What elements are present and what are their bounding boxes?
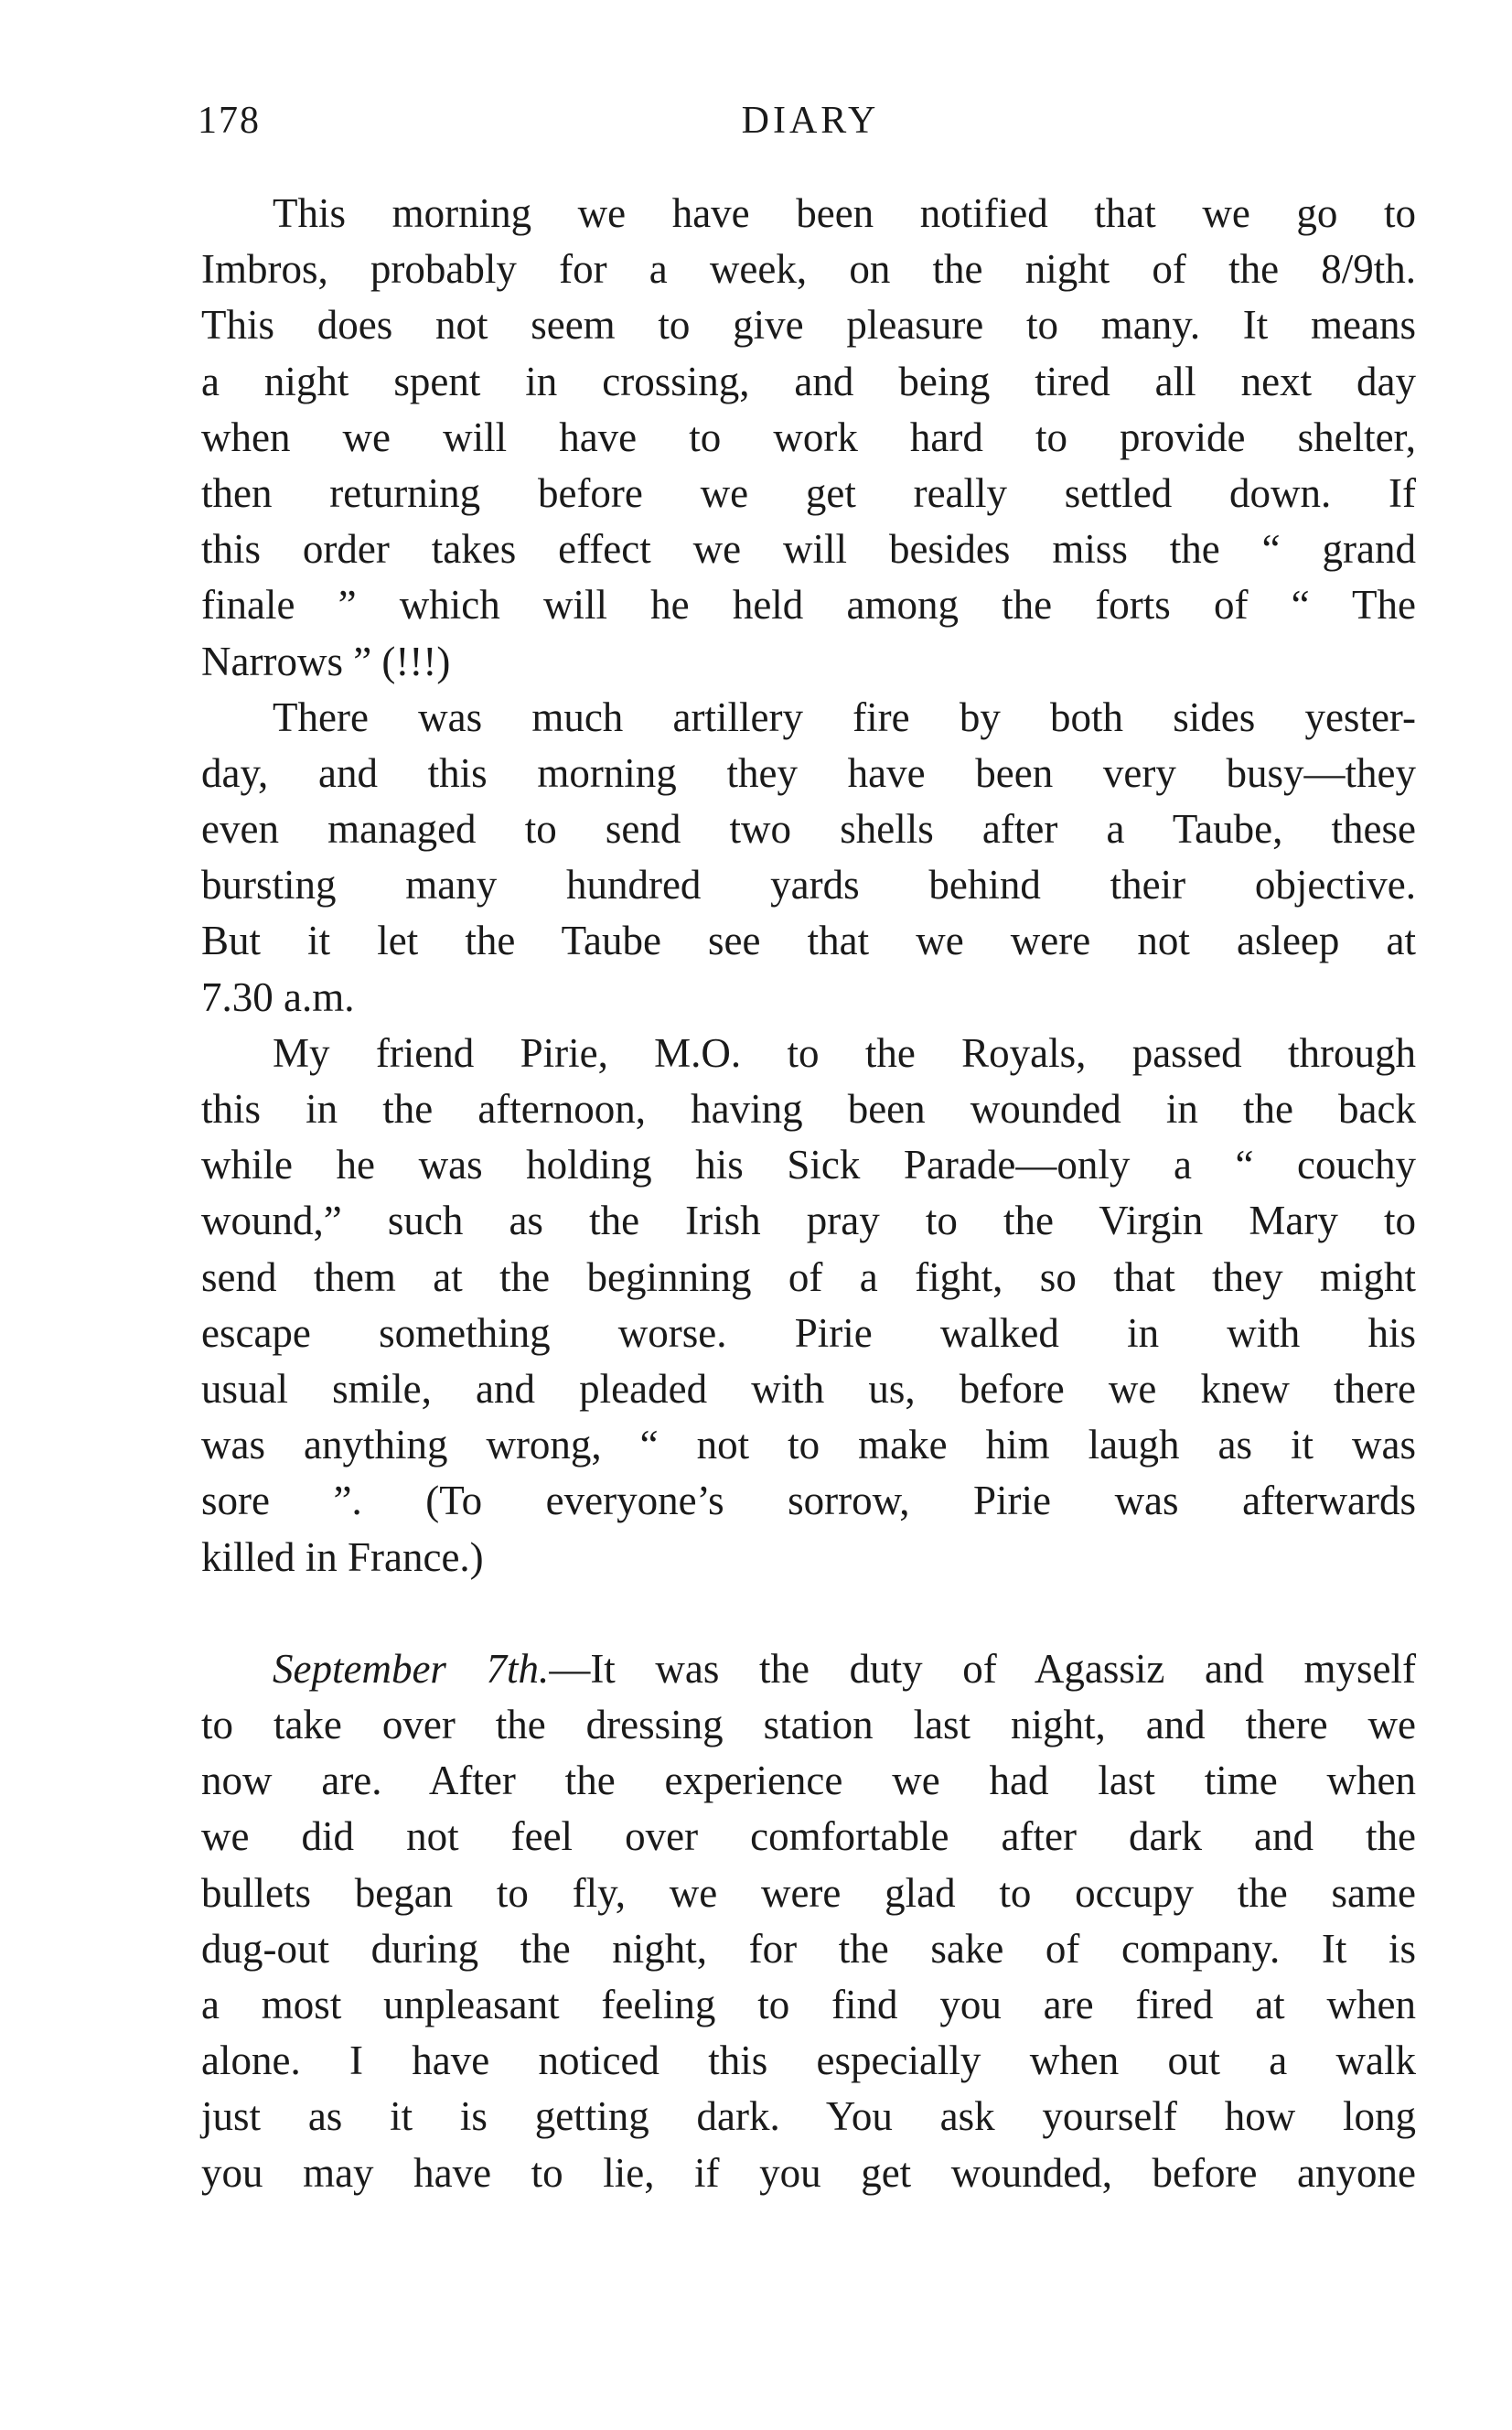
text-line: then returning before we get really settled down. If: [201, 469, 1416, 516]
section-gap: [201, 1586, 1416, 1641]
text-line: Imbros, probably for a week, on the night of the 8/9th.: [201, 246, 1416, 293]
text-line: this in the afternoon, having been wounded in the back: [201, 1086, 1416, 1132]
text-line: was anything wrong, “ not to make him laugh as it was: [201, 1422, 1416, 1468]
text-line: usual smile, and pleaded with us, before we knew there: [201, 1365, 1416, 1412]
text-line: we did not feel over comfortable after dark and the: [201, 1813, 1416, 1860]
text-line: finale ” which will he held among the forts of “ The: [201, 582, 1416, 629]
text-line: My friend Pirie, M.O. to the Royals, passed through: [273, 1029, 1416, 1076]
diary-entry-september-7: [201, 1641, 1416, 2201]
text-line: a most unpleasant feeling to find you are fired at when: [201, 1982, 1416, 2027]
text-line: day, and this morning they have been very busy—they: [201, 749, 1416, 796]
text-line: while he was holding his Sick Parade—only a “ couchy: [201, 1142, 1416, 1188]
text-line: wound,” such as the Irish pray to the Virgin Mary to: [201, 1198, 1416, 1244]
text-line: But it let the Taube see that we were not asleep at: [201, 918, 1416, 964]
text-line: 7.30 a.m.: [201, 973, 355, 1020]
entry-first-line: [201, 1641, 1416, 1697]
text-line: This morning we have been notified that we go to: [273, 190, 1416, 236]
text-line: dug-out during the night, for the sake of company. It is: [201, 1925, 1416, 1972]
paragraph-artillery: [201, 690, 1416, 1026]
text-line: just as it is getting dark. You ask yourself how long: [201, 2093, 1416, 2140]
text-line: killed in France.): [201, 1533, 484, 1580]
text-line: you may have to lie, if you get wounded, before anyone: [201, 2149, 1416, 2196]
text-line: sore ”. (To everyone’s sorrow, Pirie was afterwards: [201, 1478, 1416, 1524]
text-line: to take over the dressing station last night, and there we: [201, 1702, 1416, 1748]
entry-date: September 7th.: [273, 1645, 550, 1692]
text-line: There was much artillery fire by both sides yester-: [273, 694, 1416, 740]
text-line: alone. I have noticed this especially when out a walk: [201, 2038, 1416, 2084]
page-header: [198, 99, 1423, 154]
body-text: [201, 186, 1416, 2201]
text-line: Narrows ” (!!!): [201, 638, 451, 684]
text-line: bursting many hundred yards behind their objective.: [201, 862, 1416, 909]
paragraph-imbros: [201, 186, 1416, 690]
text-line: send them at the beginning of a fight, so that they might: [201, 1253, 1416, 1300]
text-line: This does not seem to give pleasure to many. It means: [201, 302, 1416, 349]
text-line: escape something worse. Pirie walked in with his: [201, 1309, 1416, 1356]
text-line: bullets began to fly, we were glad to occupy the same: [201, 1869, 1416, 1916]
paragraph-pirie: [201, 1026, 1416, 1586]
text-line: this order takes effect we will besides miss the “ grand: [201, 526, 1416, 573]
text-line: when we will have to work hard to provide shelter,: [201, 414, 1416, 460]
text-line: now are. After the experience we had last time when: [201, 1758, 1416, 1804]
entry-first-line-text: —It was the duty of Agassiz and myself: [549, 1645, 1417, 1692]
text-line: a night spent in crossing, and being tired all next day: [201, 358, 1416, 404]
text-line: even managed to send two shells after a Taube, these: [201, 806, 1416, 853]
running-title: DIARY: [741, 100, 880, 142]
page-number: 178: [198, 100, 261, 142]
